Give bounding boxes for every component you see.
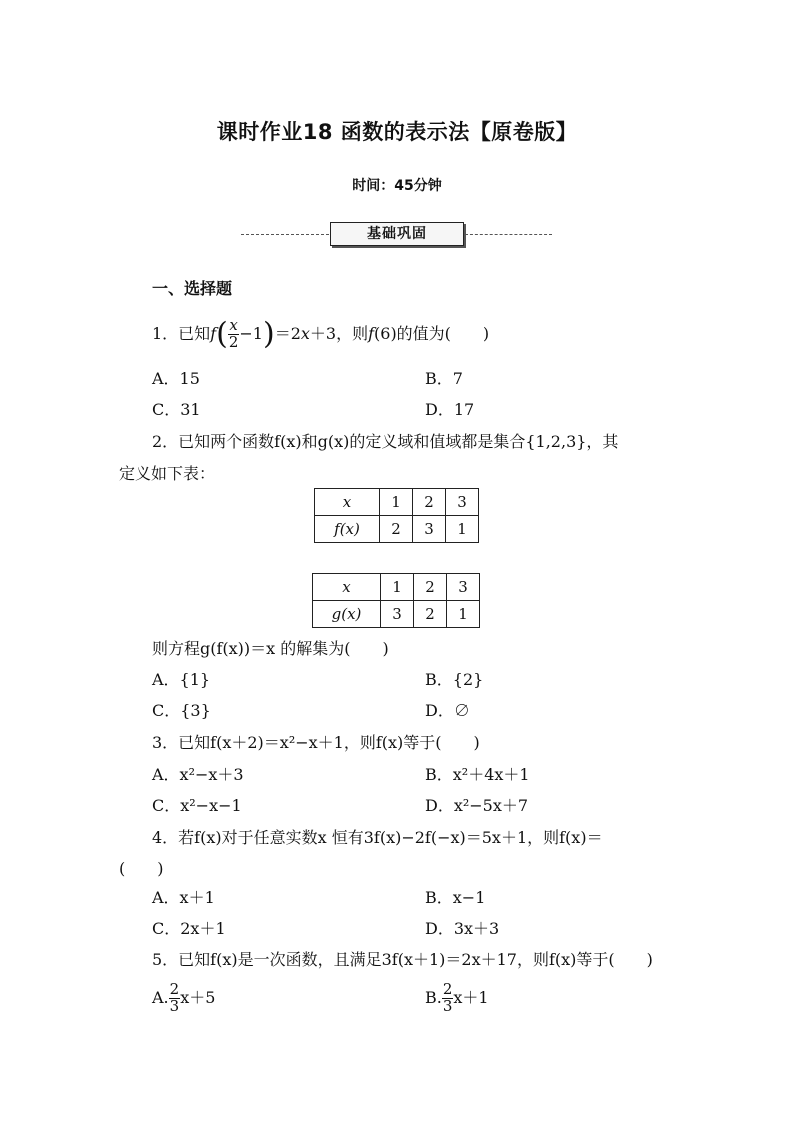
q1-option-a: A．15 — [152, 369, 200, 388]
table-g-head-3: 3 — [447, 574, 480, 601]
table-g-head-2: 2 — [414, 574, 447, 601]
part-heading: 一、选择题 — [152, 279, 233, 298]
q5-option-a: A. $\frac{2}{3}$ x＋5 — [152, 980, 216, 1015]
table-g-val-1: 3 — [381, 601, 414, 628]
q4-option-d: D．3x＋3 — [425, 919, 500, 938]
q4-line1: 4．若f(x)对于任意实数x 恒有3f(x)−2f(−x)＝5x＋1，则f(x)＝ — [152, 828, 603, 847]
table-g — [312, 573, 480, 628]
q1-f6-value: (6)的值为( ) — [374, 324, 490, 343]
q2-option-d: D．∅ — [425, 701, 470, 720]
table-g-head-1: 1 — [381, 574, 414, 601]
q1-option-b: B．7 — [425, 369, 463, 388]
q5-option-b: B. $\frac{2}{3}$ x＋1 — [425, 980, 489, 1015]
divider-left — [241, 234, 329, 235]
q1-rhs-x: x — [300, 324, 310, 343]
q2-line2: 定义如下表： — [119, 464, 216, 483]
q4-option-b: B．x−1 — [425, 888, 486, 907]
q1-rparen: ) — [262, 316, 275, 352]
q5-line: 5．已知f(x)是一次函数，且满足3f(x＋1)＝2x＋17，则f(x)等于( ) — [152, 950, 653, 969]
q2-option-c: C．{3} — [152, 701, 211, 720]
table-f-head-x: x — [315, 489, 380, 516]
divider-right — [465, 234, 552, 235]
q1-option-c: C．31 — [152, 400, 201, 419]
q1-minus1: −1 — [239, 324, 263, 343]
q1-f6: f — [368, 324, 375, 343]
q1-rhs: ＝2 — [274, 324, 301, 343]
table-g-val-3: 1 — [447, 601, 480, 628]
q2-ask: 则方程g(f(x))＝x 的解集为( ) — [152, 639, 389, 658]
q1-rhs2: ＋3，则 — [309, 324, 369, 343]
q4-option-a: A．x＋1 — [152, 888, 215, 907]
q3-option-d: D．x²−5x＋7 — [425, 796, 529, 815]
q1-f: f — [210, 324, 217, 343]
q4-line2: ( ) — [119, 859, 164, 878]
table-f — [314, 488, 479, 543]
q2-line1: 2．已知两个函数f(x)和g(x)的定义域和值域都是集合{1,2,3}，其 — [152, 432, 619, 451]
q1-option-d: D．17 — [425, 400, 475, 419]
table-f-label: f(x) — [315, 516, 380, 543]
section-banner — [241, 222, 552, 248]
table-g-label: g(x) — [313, 601, 381, 628]
q2-option-a: A．{1} — [152, 670, 211, 689]
table-f-head-3: 3 — [446, 489, 479, 516]
table-f-val-2: 3 — [413, 516, 446, 543]
q3-option-a: A．x²−x＋3 — [152, 765, 244, 784]
table-f-head-1: 1 — [380, 489, 413, 516]
table-g-head-x: x — [313, 574, 381, 601]
q1-lparen: ( — [216, 316, 228, 352]
q1-intro: 1．已知 — [152, 324, 211, 343]
page-title: 课时作业18 函数的表示法【原卷版】 — [216, 120, 578, 144]
time-limit: 时间：45分钟 — [352, 178, 442, 194]
section-label: 基础巩固 — [330, 222, 464, 246]
q3-line: 3．已知f(x＋2)＝x²−x＋1，则f(x)等于( ) — [152, 733, 480, 752]
question-1 — [152, 314, 489, 354]
q3-option-c: C．x²−x−1 — [152, 796, 242, 815]
table-g-val-2: 2 — [414, 601, 447, 628]
q1-fraction: $\frac{x}{2}$ — [228, 316, 239, 351]
table-f-head-2: 2 — [413, 489, 446, 516]
q3-option-b: B．x²＋4x＋1 — [425, 765, 530, 784]
q4-option-c: C．2x＋1 — [152, 919, 226, 938]
q2-option-b: B．{2} — [425, 670, 484, 689]
table-f-val-1: 2 — [380, 516, 413, 543]
table-f-val-3: 1 — [446, 516, 479, 543]
